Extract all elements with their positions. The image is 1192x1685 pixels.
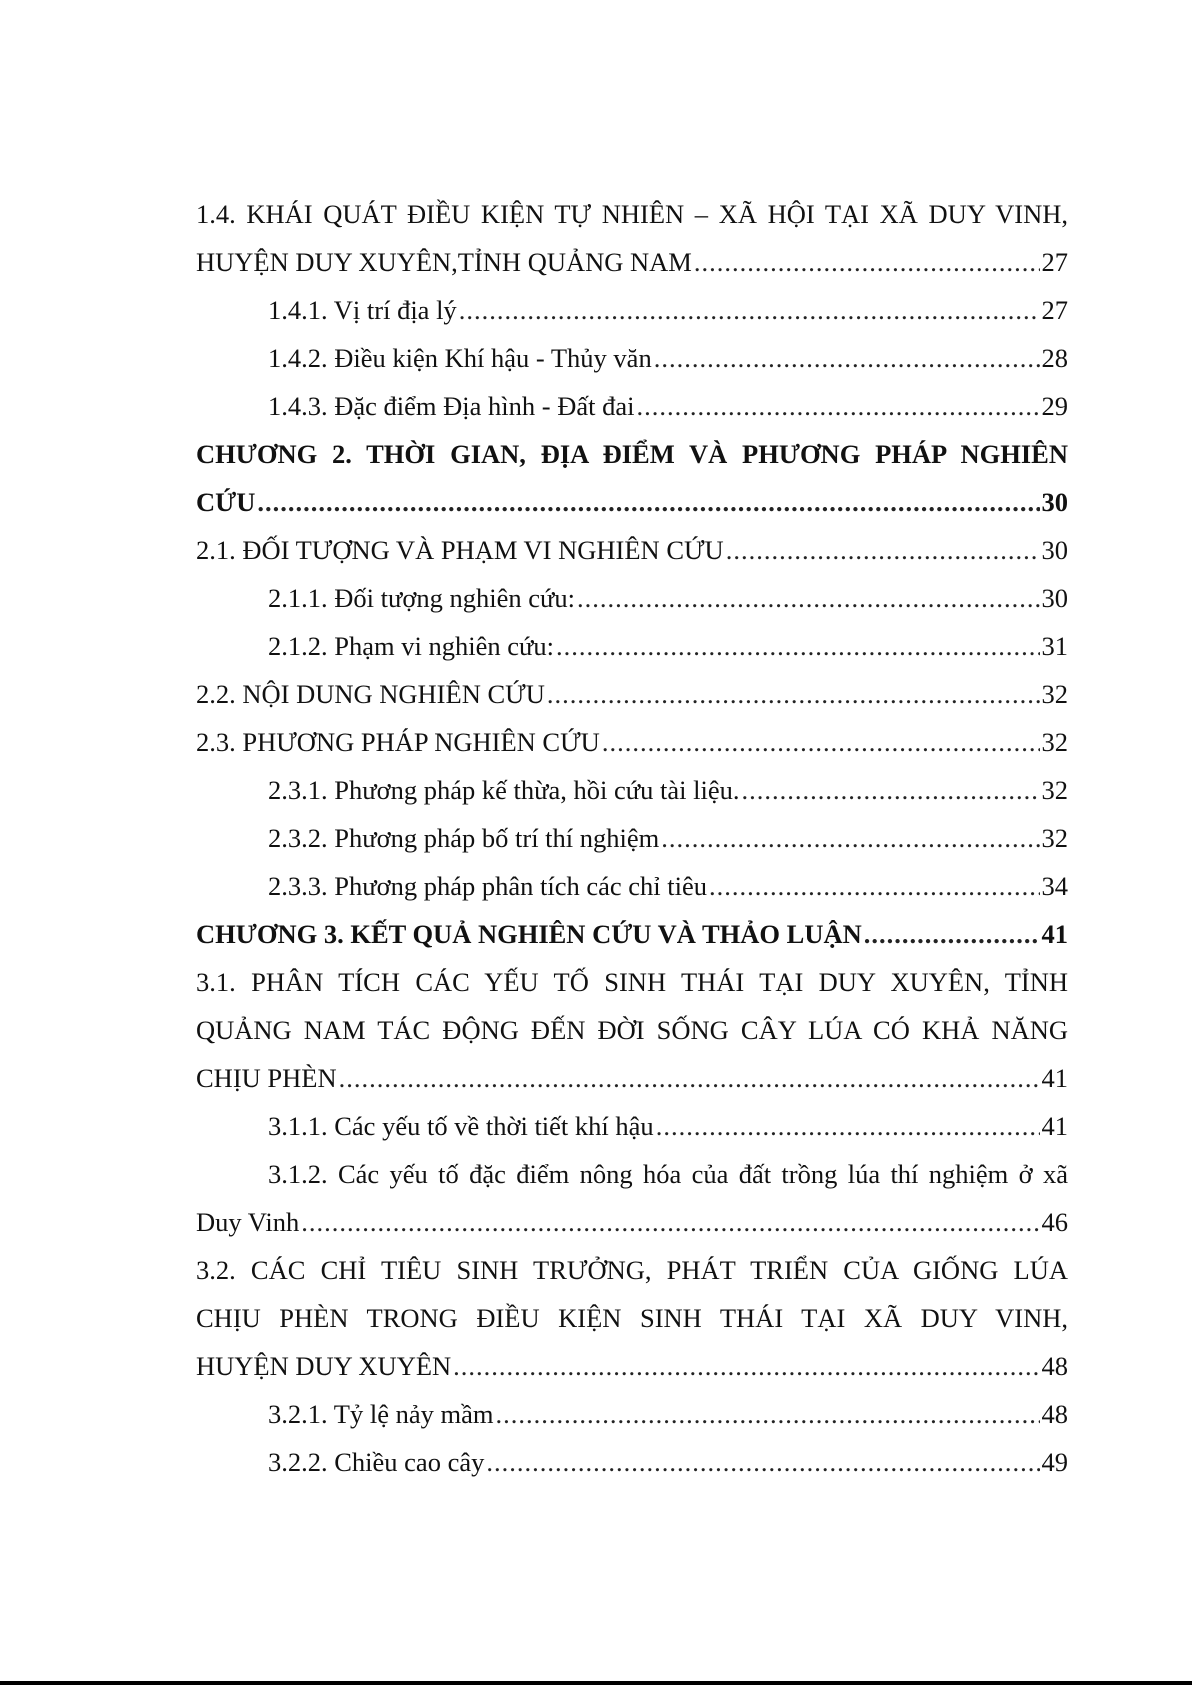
toc-entry-2-2[interactable]: [196, 670, 1068, 718]
page-number: 30: [1041, 535, 1068, 565]
toc-entry-2-1[interactable]: [196, 526, 1068, 574]
toc-entry-text: 2.1.1. Đối tượng nghiên cứu:: [268, 583, 575, 613]
table-of-contents: [196, 190, 1068, 1486]
toc-entry-text: 2.3.1. Phương pháp kế thừa, hồi cứu tài liệu.: [268, 775, 740, 805]
dot-leader: [301, 1198, 1039, 1246]
page-number: 41: [1041, 919, 1068, 949]
dot-leader: [602, 718, 1040, 766]
toc-entry-3-1-line1: 3.1. PHÂN TÍCH CÁC YẾU TỐ SINH THÁI TẠI DUY XUYÊN, TỈNH: [196, 967, 1068, 997]
dot-leader: [577, 574, 1040, 622]
dot-leader: [339, 1054, 1040, 1102]
page-number: 30: [1041, 487, 1068, 517]
dot-leader: [257, 478, 1039, 526]
toc-entry-3-2-2[interactable]: [196, 1438, 1068, 1486]
toc-chapter-2[interactable]: [196, 478, 1068, 526]
dot-leader: [709, 862, 1039, 910]
page-number: 29: [1041, 391, 1068, 421]
toc-entry-text: 3.2.1. Tỷ lệ nảy mầm: [268, 1399, 494, 1429]
toc-entry-text: 2.3. PHƯƠNG PHÁP NGHIÊN CỨU: [196, 727, 600, 757]
toc-entry-1-4-1[interactable]: [196, 286, 1068, 334]
page-number: 49: [1041, 1447, 1068, 1477]
page-number: 48: [1041, 1351, 1068, 1381]
toc-entry-text: 3.1.1. Các yếu tố về thời tiết khí hậu: [268, 1111, 654, 1141]
toc-entry-3-1-line2: QUẢNG NAM TÁC ĐỘNG ĐẾN ĐỜI SỐNG CÂY LÚA CÓ KHẢ NĂNG: [196, 1015, 1068, 1045]
toc-entry-3-2-line1: 3.2. CÁC CHỈ TIÊU SINH TRƯỞNG, PHÁT TRIỂN CỦA GIỐNG LÚA: [196, 1255, 1068, 1285]
dot-leader: [495, 1390, 1039, 1438]
toc-entry-text: CHƯƠNG 3. KẾT QUẢ NGHIÊN CỨU VÀ THẢO LUẬN: [196, 919, 862, 949]
toc-entry-text: CHỊU PHÈN: [196, 1063, 337, 1093]
toc-entry-1-4[interactable]: [196, 238, 1068, 286]
toc-entry-3-2-line2: CHỊU PHÈN TRONG ĐIỀU KIỆN SINH THÁI TẠI XÃ DUY VINH,: [196, 1303, 1068, 1333]
page-number: 41: [1041, 1063, 1068, 1093]
toc-entry-2-1-1[interactable]: [196, 574, 1068, 622]
page-number: 48: [1041, 1399, 1068, 1429]
page-number: 28: [1041, 343, 1068, 373]
page-number: 27: [1041, 247, 1068, 277]
toc-chapter-3[interactable]: [196, 910, 1068, 958]
dot-leader: [741, 766, 1039, 814]
toc-entry-3-1[interactable]: [196, 1054, 1068, 1102]
page-bottom-border: [0, 1681, 1192, 1685]
toc-entry-text: 2.3.3. Phương pháp phân tích các chỉ tiêu: [268, 871, 708, 901]
dot-leader: [654, 334, 1040, 382]
toc-entry-text: 1.4.2. Điều kiện Khí hậu - Thủy văn: [268, 343, 652, 373]
toc-entry-3-1-1[interactable]: [196, 1102, 1068, 1150]
dot-leader: [556, 622, 1040, 670]
toc-entry-3-1-2[interactable]: [196, 1198, 1068, 1246]
toc-entry-text: 2.3.2. Phương pháp bố trí thí nghiệm: [268, 823, 660, 853]
page-number: 32: [1041, 679, 1068, 709]
dot-leader: [656, 1102, 1040, 1150]
toc-entry-2-3[interactable]: [196, 718, 1068, 766]
dot-leader: [726, 526, 1040, 574]
page-number: 30: [1041, 583, 1068, 613]
dot-leader: [547, 670, 1040, 718]
toc-entry-text: 1.4.1. Vị trí địa lý: [268, 295, 457, 325]
page-number: 32: [1041, 823, 1068, 853]
toc-entry-2-3-1[interactable]: [196, 766, 1068, 814]
toc-entry-2-1-2[interactable]: [196, 622, 1068, 670]
page-number: 46: [1041, 1207, 1068, 1237]
dot-leader: [661, 814, 1039, 862]
toc-entry-text: 3.2.2. Chiều cao cây: [268, 1447, 485, 1477]
dot-leader: [636, 382, 1039, 430]
toc-entry-text: 1.4.3. Đặc điểm Địa hình - Đất đai: [268, 391, 635, 421]
dot-leader: [864, 910, 1040, 958]
toc-entry-text: 2.1.2. Phạm vi nghiên cứu:: [268, 631, 554, 661]
toc-entry-text: HUYỆN DUY XUYÊN,TỈNH QUẢNG NAM: [196, 247, 692, 277]
toc-entry-text: CỨU: [196, 487, 256, 517]
page-number: 31: [1041, 631, 1068, 661]
toc-entry-3-2[interactable]: [196, 1342, 1068, 1390]
dot-leader: [486, 1438, 1039, 1486]
toc-entry-text: HUYỆN DUY XUYÊN: [196, 1351, 452, 1381]
toc-entry-1-4-line1: 1.4. KHÁI QUÁT ĐIỀU KIỆN TỰ NHIÊN – XÃ HỘI TẠI XÃ DUY VINH,: [196, 199, 1068, 229]
toc-entry-3-2-1[interactable]: [196, 1390, 1068, 1438]
dot-leader: [459, 286, 1040, 334]
toc-entry-text: 2.2. NỘI DUNG NGHIÊN CỨU: [196, 679, 545, 709]
toc-chapter-2-line1: CHƯƠNG 2. THỜI GIAN, ĐỊA ĐIỂM VÀ PHƯƠNG PHÁP NGHIÊN: [196, 439, 1068, 469]
page-number: 32: [1041, 775, 1068, 805]
toc-entry-2-3-3[interactable]: [196, 862, 1068, 910]
page-number: 41: [1041, 1111, 1068, 1141]
dot-leader: [453, 1342, 1039, 1390]
page-number: 27: [1041, 295, 1068, 325]
toc-entry-text: 2.1. ĐỐI TƯỢNG VÀ PHẠM VI NGHIÊN CỨU: [196, 535, 724, 565]
toc-entry-text: Duy Vinh: [196, 1207, 300, 1237]
dot-leader: [694, 238, 1040, 286]
toc-entry-1-4-3[interactable]: [196, 382, 1068, 430]
page-number: 32: [1041, 727, 1068, 757]
toc-entry-3-1-2-line1: 3.1.2. Các yếu tố đặc điểm nông hóa của đất trồng lúa thí nghiệm ở xã: [268, 1159, 1068, 1189]
toc-entry-2-3-2[interactable]: [196, 814, 1068, 862]
toc-entry-1-4-2[interactable]: [196, 334, 1068, 382]
page-number: 34: [1041, 871, 1068, 901]
